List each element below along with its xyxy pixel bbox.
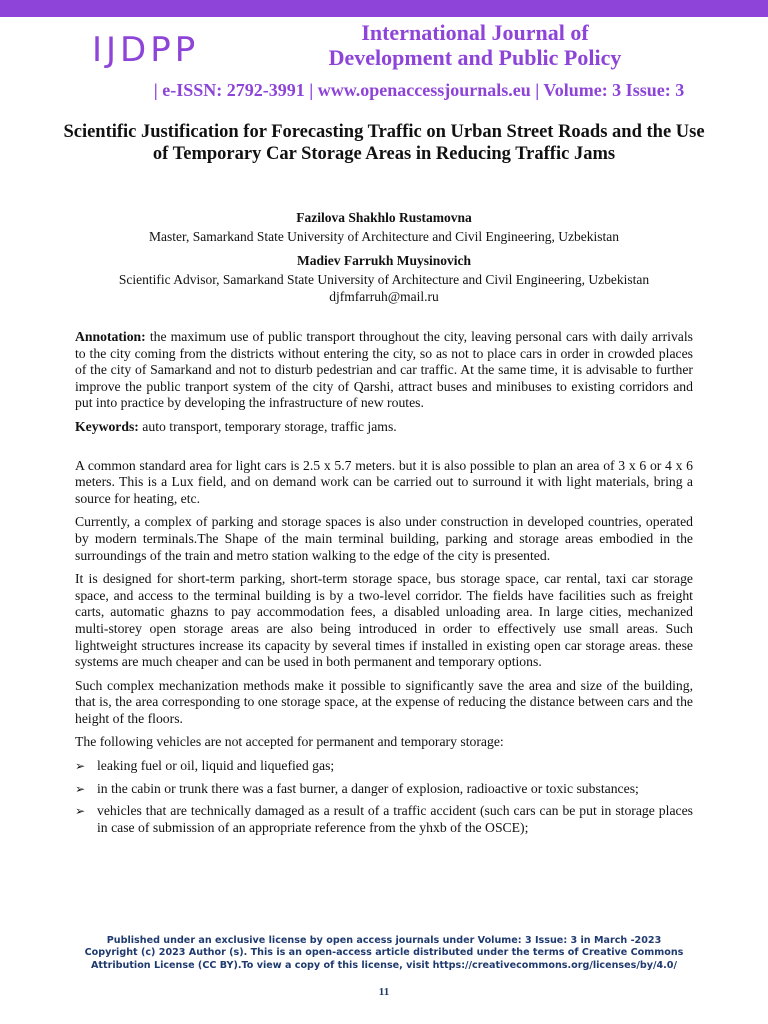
arrow-bullet-icon: ➢ — [75, 759, 86, 774]
arrow-bullet-icon: ➢ — [75, 781, 86, 796]
author-2-email: djfmfarruh@mail.ru — [329, 289, 439, 304]
journal-title-line2: Development and Public Policy — [328, 45, 622, 70]
footer-line-2: Copyright (c) 2023 Author (s). This is an open-access article distributed under the terms of Creative Commons — [84, 947, 684, 959]
list-item — [75, 803, 693, 836]
article-body — [75, 329, 693, 842]
journal-logo: IJDPP — [92, 30, 200, 70]
annotation-paragraph — [75, 329, 693, 412]
list-item-text: vehicles that are technically damaged as a result of a traffic accident (such cars can be put in storage places in case of submission of an appropriate reference from the yhxb of the OSCE); — [97, 803, 693, 835]
license-footer — [60, 935, 708, 972]
list-item-text: leaking fuel or oil, liquid and liquefied gas; — [97, 758, 335, 774]
list-item — [75, 758, 693, 775]
author-2-name: Madiev Farrukh Muysinovich — [296, 253, 471, 268]
annotation-label: Annotation: — [75, 329, 146, 344]
journal-title-line1: International Journal of — [361, 20, 589, 45]
footer-line-3: Attribution License (CC BY).To view a copy of this license, visit https://creativecommons.org/licenses/by/4.0/ — [91, 959, 677, 971]
author-1-name: Fazilova Shakhlo Rustamovna — [296, 210, 472, 225]
keywords-text: auto transport, temporary storage, traffic jams. — [138, 418, 397, 434]
excluded-vehicles-list — [75, 758, 693, 836]
annotation-text: the maximum use of public transport throughout the city, leaving personal cars with daily arrivals to the city coming from the districts without entering the city, so as not to place cars in order in crowded places of the city of Samarkand and not to disturb pedestrian and car traffic. At the same time, it is advisable to further improve the public tranport system of the city of Qarshi, attract buses and minibuses to existing corridors and put into practice by developing the infrastructure of new routes. — [75, 329, 693, 411]
author-1-affiliation: Master, Samarkand State University of Architecture and Civil Engineering, Uzbekistan — [149, 229, 619, 244]
journal-title — [280, 20, 670, 70]
keywords-paragraph — [75, 419, 693, 436]
journal-issn-volume: | e-ISSN: 2792-3991 | www.openaccessjournals.eu | Volume: 3 Issue: 3 — [153, 80, 685, 100]
body-paragraph-1: A common standard area for light cars is 2.5 x 5.7 meters. but it is also possible to plan an area of 3 x 6 or 4 x 6 meters. This is a Lux field, and on demand work can be carried out to surround it with light materials, bring a source for heating, etc. — [75, 457, 693, 506]
page-number: 11 — [378, 986, 390, 998]
paper-title: Scientific Justification for Forecasting Traffic on Urban Street Roads and the Use of Temporary Car Storage Areas in Reducing Traffic Jams — [63, 122, 705, 164]
author-2-affiliation: Scientific Advisor, Samarkand State University of Architecture and Civil Engineering, Uzbekistan — [118, 272, 650, 287]
list-item — [75, 781, 693, 798]
arrow-bullet-icon: ➢ — [75, 804, 86, 819]
header-accent-bar — [0, 0, 768, 17]
body-paragraph-4: Such complex mechanization methods make it possible to significantly save the area and size of the building, that is, the area corresponding to one storage space, at the expense of reducing the distance between cars and the height of the floors. — [75, 677, 693, 726]
body-paragraph-2: Currently, a complex of parking and storage spaces is also under construction in developed countries, operated by modern terminals.The Shape of the main terminal building, parking and storage areas embodied in the surroundings of the train and metro station walking to the edge of the city is presented. — [75, 514, 693, 563]
body-paragraph-3: It is designed for short-term parking, short-term storage space, bus storage space, car rental, taxi car storage space, and access to the terminal building is by a two-level corridor. The fields have facilities such as freight carts, automatic ghazns to pay accommodation fees, a disabled unloading area. In large cities, mechanized multi-storey open storage areas are also being introduced in order to effectively use small areas. Such lightweight structures increase its capacity by several times if installed in existing open car storage areas. these systems are much cheaper and can be used in both permanent and temporary options. — [75, 571, 693, 670]
body-paragraph-5: The following vehicles are not accepted for permanent and temporary storage: — [75, 734, 504, 750]
list-item-text: in the cabin or trunk there was a fast burner, a danger of explosion, radioactive or toxic substances; — [97, 780, 639, 796]
footer-line-1: Published under an exclusive license by open access journals under Volume: 3 Issue: 3 in March -2023 — [106, 935, 662, 946]
keywords-label: Keywords: — [75, 418, 139, 434]
